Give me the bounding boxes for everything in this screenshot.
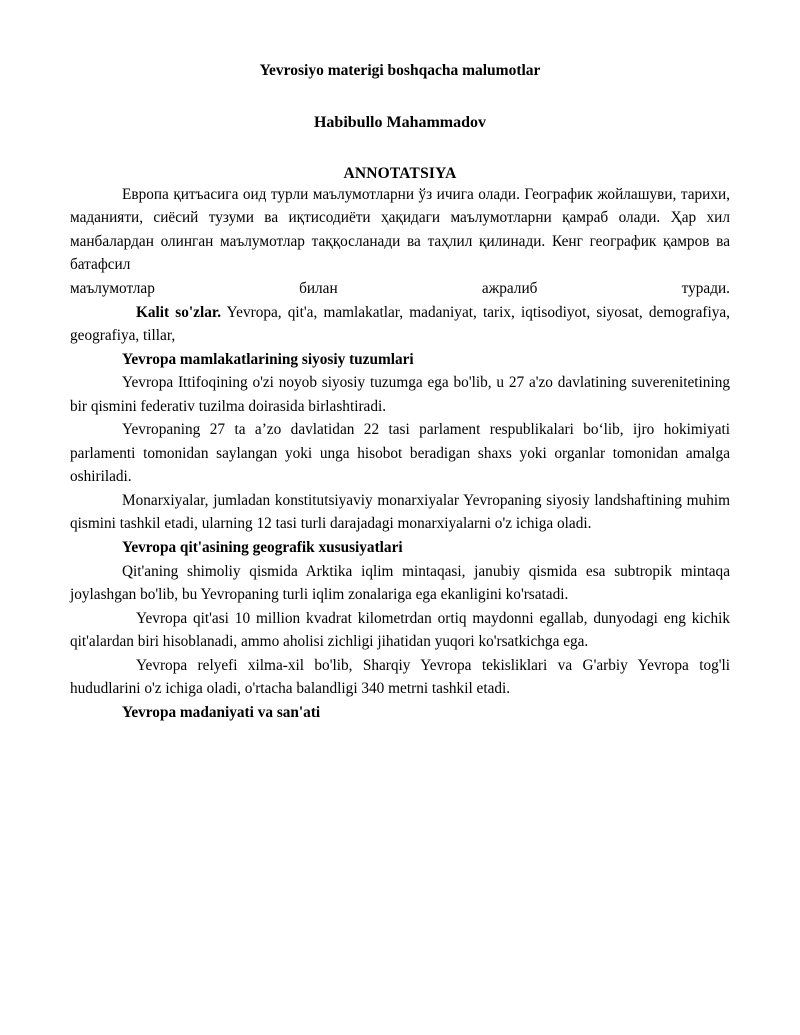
section-heading-geographic-features: Yevropa qit'asining geografik xususiyatlari <box>122 538 403 556</box>
paragraph-area-size: Yevropa qit'asi 10 million kvadrat kilometrdan ortiq maydonni egallab, dunyodagi eng kichik qit'alardan biri hisoblanadi, ammo aholisi zichligi jihatidan yuqori ko'rsatkichga ega. <box>70 609 730 651</box>
keywords-value: Yevropa, qit'a, mamlakatlar, madaniyat, tarix, iqtisodiyot, siyosat, demografiya, geografiya, tillar, <box>70 303 731 345</box>
document-author: Habibullo Mahammadov <box>313 113 487 131</box>
annotation-heading: ANNOTATSIYA <box>343 164 457 182</box>
section-heading-culture-and-art: Yevropa madaniyati va san'ati <box>122 703 321 721</box>
paragraph-monarchies: Monarxiyalar, jumladan konstitutsiyaviy monarxiyalar Yevropaning siyosiy landshaftining muhim qismini tashkil etadi, ularning 12 tasi turli darajadagi monarxiyalarni o'z ichiga oladi. <box>70 491 730 533</box>
section-heading-political-systems: Yevropa mamlakatlarining siyosiy tuzumlari <box>122 350 414 368</box>
keywords-paragraph <box>70 301 730 348</box>
paragraph-climate-zones: Qit'aning shimoliy qismida Arktika iqlim mintaqasi, janubiy qismida esa subtropik mintaqa joylashgan bo'lib, bu Yevropaning turli iqlim zonalariga ega ekanligini ko'rsatadi. <box>70 562 730 604</box>
annotation-last-line: маълумотлар билан ажралиб туради. <box>70 279 730 297</box>
keywords-label: Kalit so'zlar. <box>136 303 222 321</box>
annotation-body: Европа қитъасига оид турли маълумотларни ўз ичига олади. Географик жойлашуви, тарихи, маданияти, сиёсий тузуми ва иқтисодиёти ҳақидаги маълумотларни қамраб олади. Ҳар хил манбалардан олинган маълумотлар таққосланади ва таҳлил қилинади. Кенг географик қамров ва батафсил <box>70 185 730 274</box>
page-title: Yevrosiyo materigi boshqacha malumotlar <box>259 62 541 79</box>
paragraph-relief: Yevropa relyefi xilma-xil bo'lib, Sharqiy Yevropa tekisliklari va G'arbiy Yevropa tog'li hududlarini o'z ichiga oladi, o'rtacha balandligi 340 metrni tashkil etadi. <box>70 656 730 698</box>
paragraph-eu-structure: Yevropa Ittifoqining o'zi noyob siyosiy tuzumga ega bo'lib, u 27 a'zo davlatining suverenitetining bir qismini federativ tuzilma doirasida birlashtiradi. <box>70 374 730 415</box>
paragraph-parliamentary-republics: Yevropaning 27 ta a’zo davlatidan 22 tasi parlament respublikalari bo‘lib, ijro hokimiyati parlamenti tomonidan saylangan yoki unga hisobot beradigan shaxs yoki organlar tomonidan amalga oshiriladi. <box>70 421 730 486</box>
